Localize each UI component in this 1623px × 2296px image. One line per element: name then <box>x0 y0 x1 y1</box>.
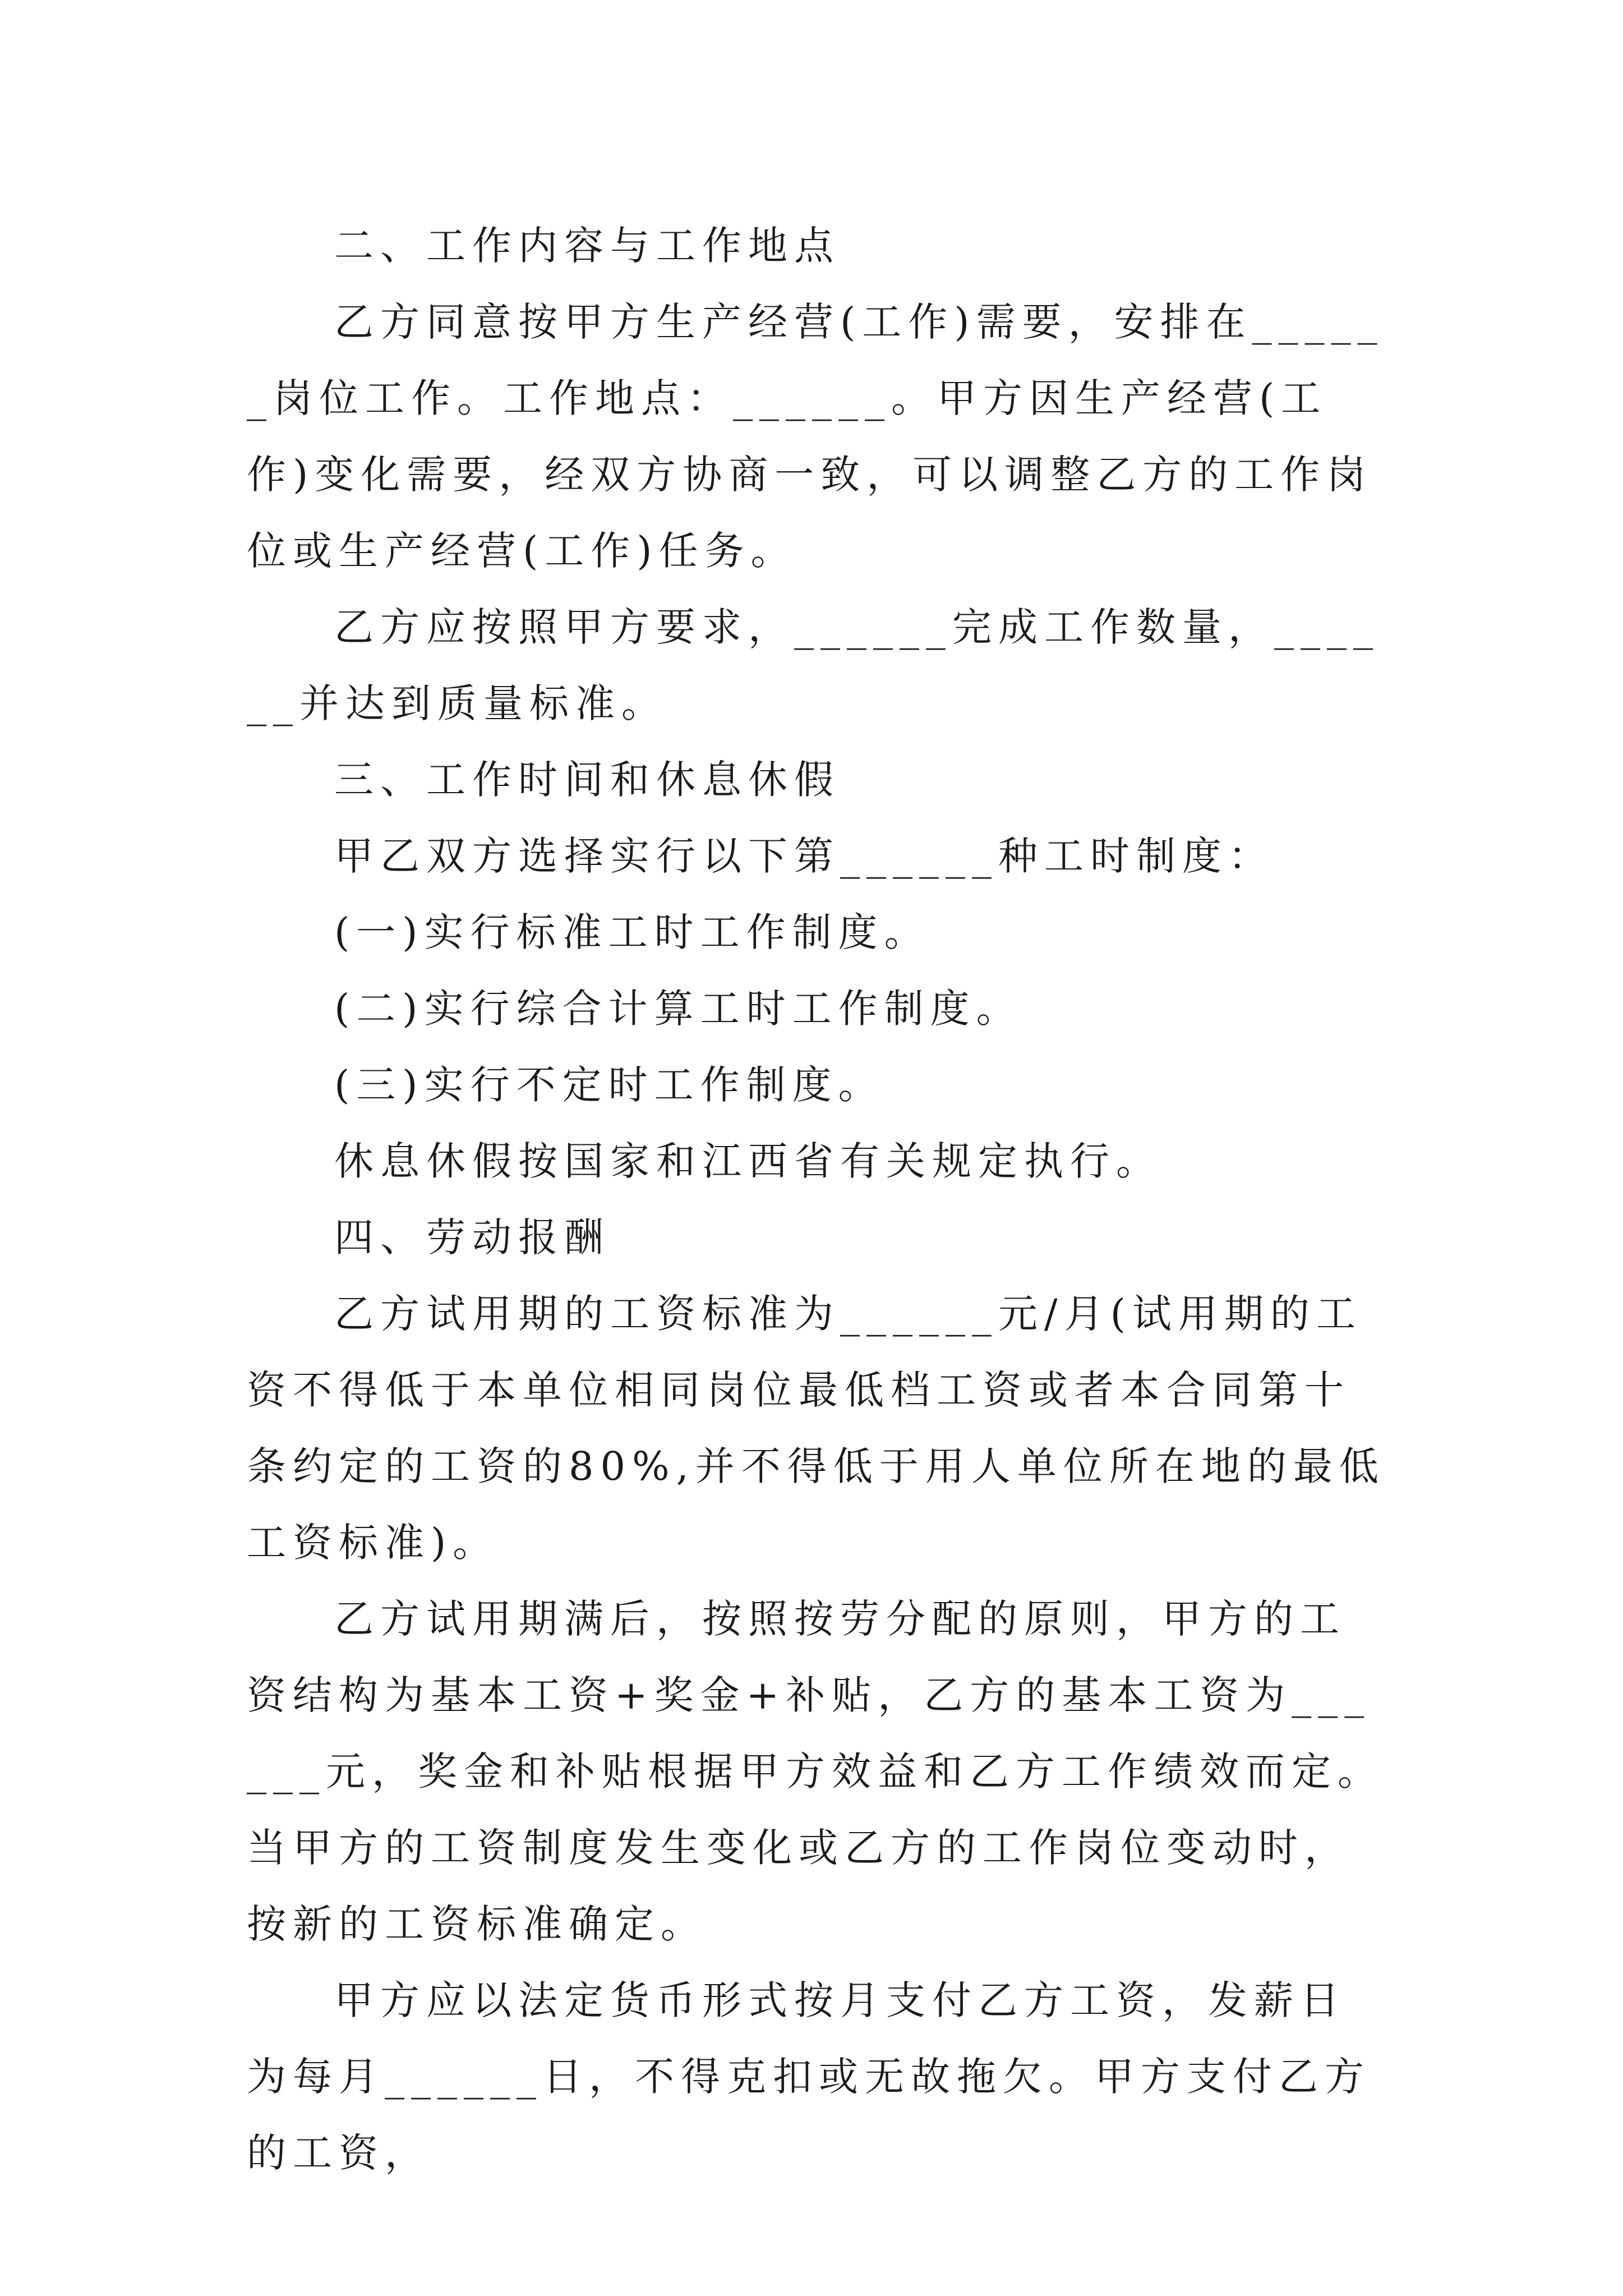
list-item-flexible-hours: (三)实行不定时工作制度。 <box>334 1062 884 1108</box>
paragraph-payment: 甲方应以法定货币形式按月支付乙方工资，发薪日为每月______日，不得克扣或无故拖欠。甲方支付乙方的工资， <box>247 1977 1371 2176</box>
paragraph-hour-system: 甲乙双方选择实行以下第______种工时制度： <box>334 833 1274 879</box>
paragraph-job-position: 乙方同意按甲方生产经营(工作)需要，安排在______岗位工作。工作地点：______。甲方因生产经营(工作)变化需要，经双方协商一致，可以调整乙方的工作岗位或生产经营(工作)任务。 <box>247 299 1384 574</box>
paragraph-wage-structure: 乙方试用期满后，按照按劳分配的原则，甲方的工资结构为基本工资+奖金+补贴，乙方的基本工资为______元，奖金和补贴根据甲方效益和乙方工作绩效而定。当甲方的工资制度发生变化或乙方的工作岗位变动时，按新的工资标准确定。 <box>247 1596 1384 1947</box>
list-item-comprehensive-hours: (二)实行综合计算工时工作制度。 <box>334 986 1022 1032</box>
document-body <box>247 208 1391 2191</box>
paragraph-probation-wage: 乙方试用期的工资标准为______元/月(试用期的工资不得低于本单位相同岗位最低档工资或者本合同第十条约定的工资的80%,并不得低于用人单位所在地的最低工资标准)。 <box>247 1291 1385 1566</box>
paragraph-work-quantity: 乙方应按照甲方要求，______完成工作数量，______并达到质量标准。 <box>247 604 1380 726</box>
section-heading-4: 四、劳动报酬 <box>334 1214 610 1260</box>
section-heading-2: 二、工作内容与工作地点 <box>334 223 840 269</box>
paragraph-rest-leave: 休息休假按国家和江西省有关规定执行。 <box>334 1138 1162 1184</box>
list-item-standard-hours: (一)实行标准工时工作制度。 <box>334 909 930 955</box>
section-heading-3: 三、工作时间和休息休假 <box>334 757 840 803</box>
